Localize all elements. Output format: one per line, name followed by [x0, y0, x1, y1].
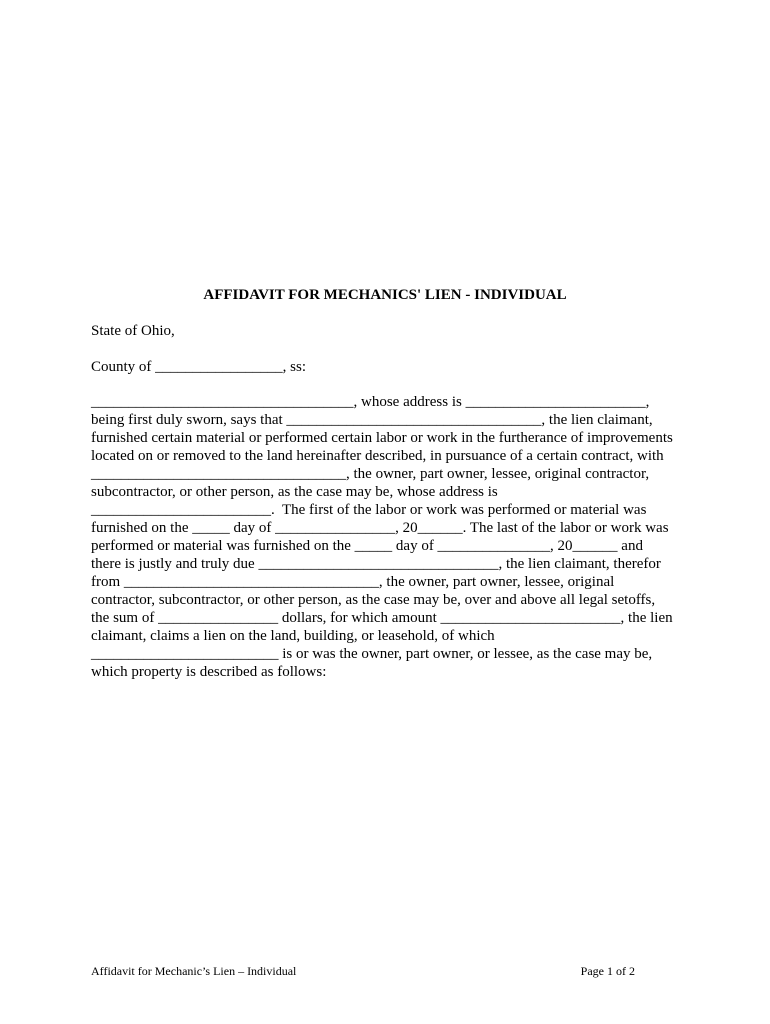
- body-line: which property is described as follows:: [91, 664, 327, 680]
- body-line: subcontractor, or other person, as the case may be, whose address is: [91, 484, 498, 500]
- body-line: claimant, claims a lien on the land, building, or leasehold, of which: [91, 628, 495, 644]
- body-line: there is justly and truly due ________________________________, the lien claimant, therefor: [91, 556, 661, 572]
- body-line: performed or material was furnished on the _____ day of _______________, 20______ and: [91, 538, 643, 554]
- body-line: __________________________________, the owner, part owner, lessee, original contractor,: [91, 466, 650, 482]
- body-line: ___________________________________, whose address is ________________________,: [91, 394, 650, 410]
- county-line: County of _________________, ss:: [91, 359, 307, 375]
- body-line: _________________________ is or was the owner, part owner, or lessee, as the case may be,: [91, 646, 653, 662]
- body-line: the sum of ________________ dollars, for which amount ________________________, the lien: [91, 610, 673, 626]
- document-title: AFFIDAVIT FOR MECHANICS' LIEN - INDIVIDUAL: [203, 287, 567, 303]
- body-line: ________________________. The first of the labor or work was performed or material was: [91, 502, 647, 518]
- body-line: contractor, subcontractor, or other person, as the case may be, over and above all legal setoffs,: [91, 592, 656, 608]
- footer-page-number: Page 1 of 2: [580, 964, 635, 978]
- body-line: being first duly sworn, says that __________________________________, the lien claimant,: [91, 412, 653, 428]
- affidavit-body: [91, 393, 691, 681]
- footer-document-name: Affidavit for Mechanic’s Lien – Individual: [91, 964, 297, 978]
- body-line: furnished certain material or performed certain labor or work in the furtherance of improvements: [91, 430, 673, 446]
- body-line: furnished on the _____ day of ________________, 20______. The last of the labor or work was: [91, 520, 669, 536]
- body-line: located on or removed to the land hereinafter described, in pursuance of a certain contract, with: [91, 448, 664, 464]
- body-line: from __________________________________, the owner, part owner, lessee, original: [91, 574, 615, 590]
- state-line: State of Ohio,: [91, 323, 175, 339]
